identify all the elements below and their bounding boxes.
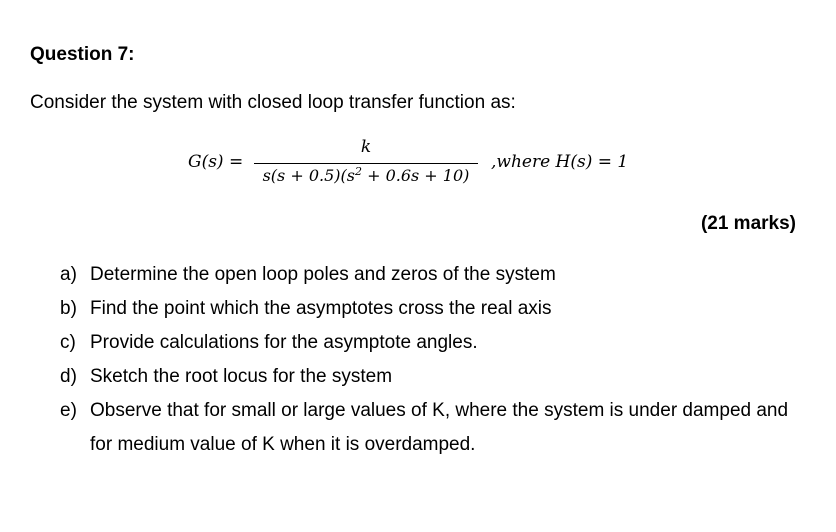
question-heading: Question 7: — [30, 44, 135, 65]
task-text: Find the point which the asymptotes cross the real axis — [90, 298, 552, 319]
task-letter: c) — [60, 332, 76, 353]
task-letter: b) — [60, 298, 77, 319]
task-letter: d) — [60, 366, 77, 387]
equation-lhs: G(s) = — [188, 152, 244, 172]
task-item-e — [60, 394, 800, 462]
task-item-c — [60, 326, 800, 360]
marks-label: (21 marks) — [700, 213, 796, 234]
equation-condition: ,where H(s) = 1 — [491, 152, 629, 172]
denominator-part-2: + 0.6s + 10) — [361, 166, 470, 185]
task-text: Determine the open loop poles and zeros of the system — [90, 264, 556, 285]
task-list — [60, 258, 800, 462]
equation-numerator: k — [360, 137, 372, 157]
question-intro: Consider the system with closed loop transfer function as: — [30, 92, 516, 113]
transfer-function-equation — [188, 134, 658, 196]
task-text: Provide calculations for the asymptote angles. — [90, 332, 478, 353]
task-item-b — [60, 292, 800, 326]
equation-denominator — [254, 165, 478, 187]
fraction-bar — [254, 163, 478, 164]
task-letter: e) — [60, 400, 77, 421]
task-text: Sketch the root locus for the system — [90, 366, 393, 387]
equation-fraction — [254, 134, 478, 196]
task-letter: a) — [60, 264, 77, 285]
task-item-a — [60, 258, 800, 292]
denominator-exponent: 2 — [354, 165, 362, 178]
denominator-part-1: s(s + 0.5)(s — [262, 166, 355, 185]
task-item-d — [60, 360, 800, 394]
task-text: Observe that for small or large values of K, where the system is under damped and for medium value of K when it is overdamped. — [90, 400, 789, 455]
